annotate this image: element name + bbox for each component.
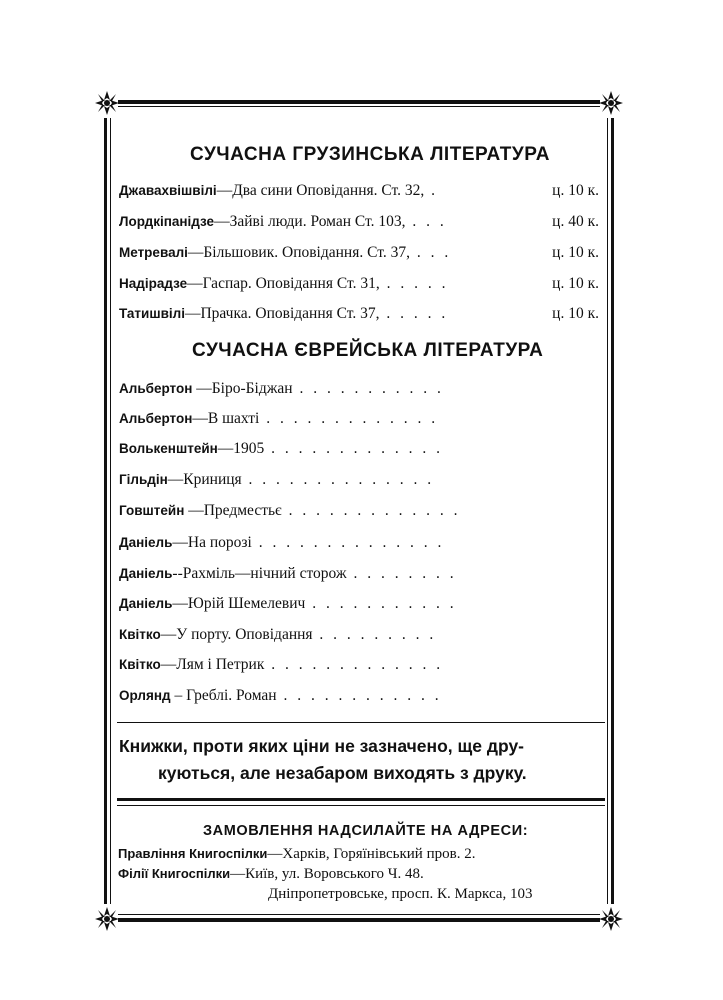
book-title: —Лям і Петрик — [160, 656, 265, 673]
list-item — [119, 213, 599, 235]
list-item — [119, 275, 599, 297]
list-item — [119, 471, 599, 493]
book-price: ц. 10 к. — [552, 182, 599, 199]
book-author: Квітко — [119, 627, 161, 642]
list-item — [119, 565, 599, 587]
book-author: Волькенштейн — [119, 441, 218, 456]
border-bottom-rule-thin — [118, 914, 600, 915]
list-item — [119, 626, 599, 648]
book-author: Орлянд — [119, 688, 171, 703]
order-address-1 — [118, 846, 475, 863]
book-title: —Більшовик. Оповідання. Ст. 37, — [187, 244, 410, 261]
print-note-line-2: куються, але незабаром виходять з друку. — [158, 763, 527, 783]
list-item — [119, 687, 599, 709]
list-item — [119, 410, 599, 432]
georgian-section-heading: СУЧАСНА ГРУЗИНСЬКА ЛІТЕРАТУРА — [190, 144, 550, 165]
section-divider — [117, 805, 605, 806]
book-author: Метревалі — [119, 245, 188, 260]
book-price: ц. 10 к. — [552, 244, 599, 261]
book-author: Надірадзе — [119, 276, 188, 291]
book-title: —У порту. Оповідання — [160, 626, 313, 643]
corner-ornament-icon — [94, 90, 120, 116]
book-author: Даніель — [119, 535, 173, 550]
dot-leader: . . . — [405, 213, 447, 230]
book-author: Татишвілі — [119, 306, 185, 321]
section-divider — [117, 722, 605, 723]
dot-leader: . . . — [409, 244, 452, 261]
book-title: —Два сини Оповідання. Ст. 32, — [216, 182, 425, 199]
dot-leader: . — [424, 182, 438, 199]
list-item — [119, 595, 599, 617]
print-note-line-1: Книжки, проти яких ціни не зазначено, ще дру- — [119, 736, 525, 756]
book-author: Джавахвішвілі — [119, 183, 217, 198]
dot-leader: . . . . . . . . — [346, 565, 457, 582]
book-author: Гільдін — [119, 472, 168, 487]
dot-leader: . . . . . . . . . — [312, 626, 437, 643]
dot-leader: . . . . . . . . . . . . — [276, 687, 442, 704]
book-title: —1905 — [217, 440, 265, 457]
order-address-2 — [118, 866, 424, 883]
book-title: —Гаспар. Оповідання Ст. 31, — [187, 275, 380, 292]
corner-ornament-icon — [598, 90, 624, 116]
address-text: —Харків, Горяїнівський пров. 2. — [267, 846, 476, 862]
dot-leader: . . . . . . . . . . . . . — [281, 502, 461, 519]
book-title: —В шахті — [192, 410, 260, 427]
list-item — [119, 182, 599, 204]
dot-leader: . . . . . . . . . . . — [305, 595, 457, 612]
address-org: Філії Книгоспілки — [118, 866, 231, 881]
book-title: —Прачка. Оповідання Ст. 37, — [184, 305, 380, 322]
corner-ornament-icon — [94, 906, 120, 932]
book-title: —Криниця — [167, 471, 242, 488]
book-title: --Рахміль—нічний сторож — [172, 565, 347, 582]
dot-leader: . . . . . . . . . . . . . — [264, 656, 444, 673]
book-price: ц. 10 к. — [552, 305, 599, 322]
book-price: ц. 10 к. — [552, 275, 599, 292]
book-author: Квітко — [119, 657, 161, 672]
list-item — [119, 380, 599, 402]
book-title: —Юрій Шемелевич — [172, 595, 306, 612]
border-top-rule-thin — [118, 106, 600, 107]
address-org: Правління Книгоспілки — [118, 846, 268, 861]
book-price: ц. 40 к. — [552, 213, 599, 230]
address-text: —Київ, ул. Воровського Ч. 48. — [230, 866, 424, 882]
list-item — [119, 534, 599, 556]
book-author: Говштейн — [119, 503, 185, 518]
border-right-rule — [611, 118, 614, 904]
book-title: – Греблі. Роман — [170, 687, 277, 704]
book-author: Лордкіпанідзе — [119, 214, 215, 229]
book-author: Альбертон — [119, 381, 193, 396]
order-address-3: Дніпропетровське, просп. К. Маркса, 103 — [268, 886, 533, 902]
border-top-rule — [118, 100, 600, 104]
dot-leader: . . . . . . . . . . . . . — [264, 440, 444, 457]
border-right-rule-thin — [607, 118, 608, 904]
list-item — [119, 305, 599, 327]
list-item — [119, 656, 599, 678]
dot-leader: . . . . . — [379, 275, 449, 292]
border-left-rule-thin — [110, 118, 111, 904]
dot-leader: . . . . . . . . . . . . . — [259, 410, 439, 427]
book-title: —Біро-Біджан — [192, 380, 293, 397]
book-title: —Предместьє — [184, 502, 282, 519]
corner-ornament-icon — [598, 906, 624, 932]
border-bottom-rule — [118, 918, 600, 922]
list-item — [119, 244, 599, 266]
book-author: Даніель — [119, 566, 173, 581]
border-left-rule — [104, 118, 107, 904]
jewish-section-heading: СУЧАСНА ЄВРЕЙСЬКА ЛІТЕРАТУРА — [192, 340, 544, 361]
list-item — [119, 502, 599, 524]
list-item — [119, 440, 599, 462]
dot-leader: . . . . . . . . . . . . . . — [251, 534, 445, 551]
dot-leader: . . . . . . . . . . . — [292, 380, 444, 397]
dot-leader: . . . . . . . . . . . . . . — [241, 471, 435, 488]
book-title: —На порозі — [172, 534, 252, 551]
book-title: —Зайві люди. Роман Ст. 103, — [214, 213, 406, 230]
dot-leader: . . . . . — [379, 305, 449, 322]
orders-heading: ЗАМОВЛЕННЯ НАДСИЛАЙТЕ НА АДРЕСИ: — [203, 823, 529, 839]
book-author: Даніель — [119, 596, 173, 611]
book-author: Альбертон — [119, 411, 193, 426]
section-divider — [117, 798, 605, 801]
